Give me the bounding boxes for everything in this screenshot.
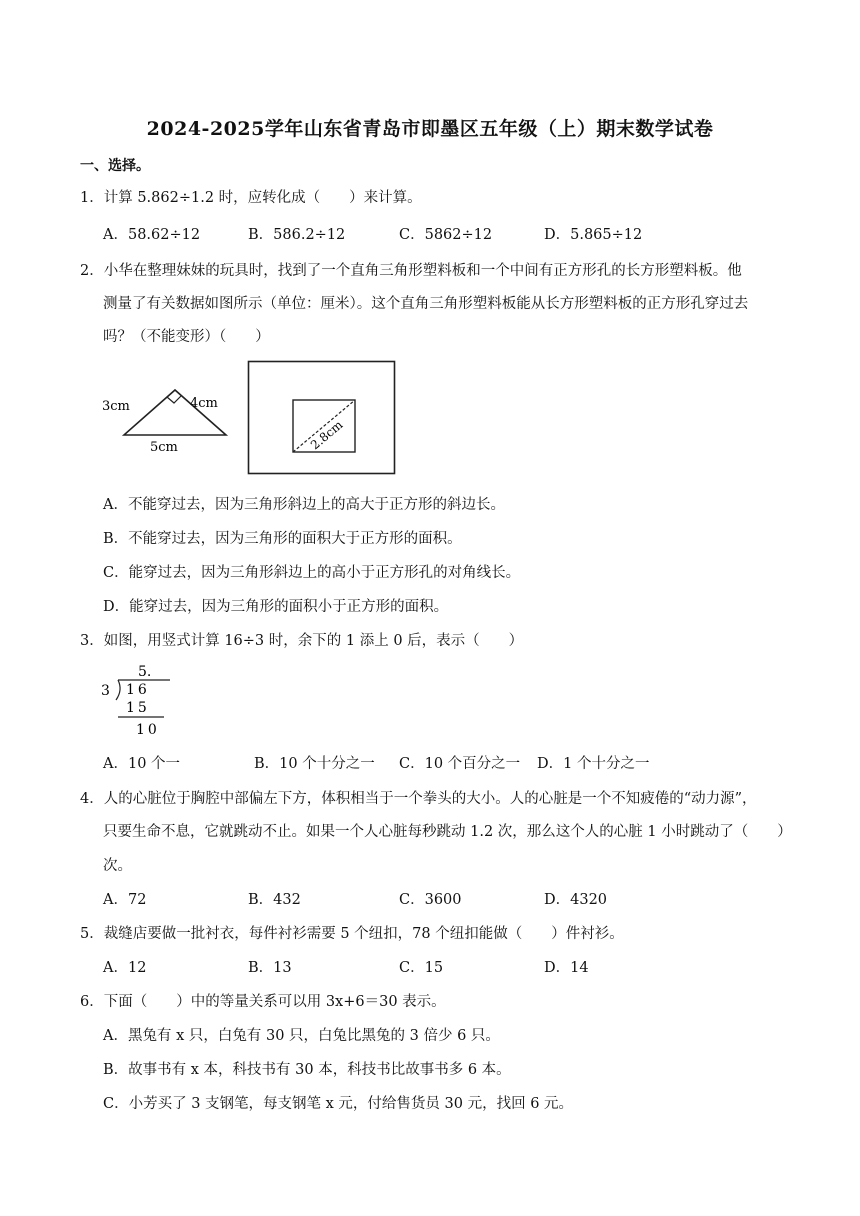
division-remainder: 10: [136, 722, 160, 738]
triangle-side-a-label: 3cm: [102, 399, 130, 414]
q1-option-b: B．586.2÷12: [248, 227, 346, 243]
question-4-stem-line3: 次。: [103, 858, 132, 874]
q5-option-c: C．15: [399, 960, 444, 976]
q3-option-d: D．1 个十分之一: [537, 756, 650, 772]
q4-option-a: A．72: [103, 892, 147, 908]
question-2-stem-line3: 吗？（不能变形）（ ）: [103, 329, 270, 345]
q1-option-d: D．5.865÷12: [544, 227, 643, 243]
question-4-stem-line1: 4．人的心脏位于胸腔中部偏左下方，体积相当于一个拳头的大小。人的心脏是一个不知疲倦的“动力源”，: [80, 791, 757, 807]
q5-option-b: B．13: [248, 960, 292, 976]
division-divisor: 3: [101, 683, 110, 699]
question-3-stem: 3．如图，用竖式计算 16÷3 时，余下的 1 添上 0 后，表示（ ）: [80, 633, 524, 649]
square-diagonal-label: 2.8cm: [307, 417, 346, 453]
division-quotient: 5.: [138, 664, 152, 680]
question-2-stem-line2: 测量了有关数据如图所示（单位：厘米）。这个直角三角形塑料板能从长方形塑料板的正方形孔穿过去: [103, 296, 749, 312]
q3-option-b: B．10 个十分之一: [254, 756, 375, 772]
question-1-stem: 1．计算 5.862÷1.2 时，应转化成（ ）来计算。: [80, 190, 422, 206]
question-2-stem-line1: 2．小华在整理妹妹的玩具时，找到了一个直角三角形塑料板和一个中间有正方形孔的长方形塑料板。他: [80, 263, 742, 279]
q2-option-d: D．能穿过去，因为三角形的面积小于正方形的面积。: [103, 599, 449, 615]
q2-option-c: C．能穿过去，因为三角形斜边上的高小于正方形孔的对角线长。: [103, 565, 521, 581]
section-heading: 一、选择。: [80, 158, 150, 174]
triangle-figure: [100, 378, 235, 458]
rectangle-with-square-hole-figure: [247, 360, 397, 476]
question-5-stem: 5．裁缝店要做一批衬衣，每件衬衫需要 5 个纽扣，78 个纽扣能做（ ）件衬衫。: [80, 926, 624, 942]
q5-option-a: A．12: [103, 960, 147, 976]
triangle-side-b-label: 4cm: [190, 396, 218, 411]
q4-option-c: C．3600: [399, 892, 462, 908]
division-dividend: 16: [126, 682, 150, 698]
question-4-stem-line2: 只要生命不息，它就跳动不止。如果一个人心脏每秒跳动 1.2 次，那么这个人的心脏 1 小时跳动了（ ）: [103, 824, 792, 840]
long-division-figure: [98, 660, 178, 740]
q3-option-c: C．10 个百分之一: [399, 756, 521, 772]
triangle-hypotenuse-label: 5cm: [150, 440, 178, 455]
q6-option-b: B．故事书有 x 本，科技书有 30 本，科技书比故事书多 6 本。: [103, 1062, 511, 1078]
q6-option-c: C．小芳买了 3 支钢笔，每支钢笔 x 元，付给售货员 30 元，找回 6 元。: [103, 1096, 574, 1112]
q1-option-c: C．5862÷12: [399, 227, 493, 243]
q2-option-a: A．不能穿过去，因为三角形斜边上的高大于正方形的斜边长。: [103, 497, 505, 513]
page-title: 2024-2025学年山东省青岛市即墨区五年级（上）期末数学试卷: [146, 118, 714, 140]
question-6-stem: 6．下面（ ）中的等量关系可以用 3x+6＝30 表示。: [80, 994, 446, 1010]
q2-option-b: B．不能穿过去，因为三角形的面积大于正方形的面积。: [103, 531, 462, 547]
q6-option-a: A．黑兔有 x 只，白兔有 30 只，白兔比黑兔的 3 倍少 6 只。: [103, 1028, 500, 1044]
q3-option-a: A．10 个一: [103, 756, 181, 772]
q4-option-d: D．4320: [544, 892, 608, 908]
division-product: 15: [126, 700, 150, 716]
q1-option-a: A．58.62÷12: [103, 227, 201, 243]
q4-option-b: B．432: [248, 892, 301, 908]
q5-option-d: D．14: [544, 960, 589, 976]
